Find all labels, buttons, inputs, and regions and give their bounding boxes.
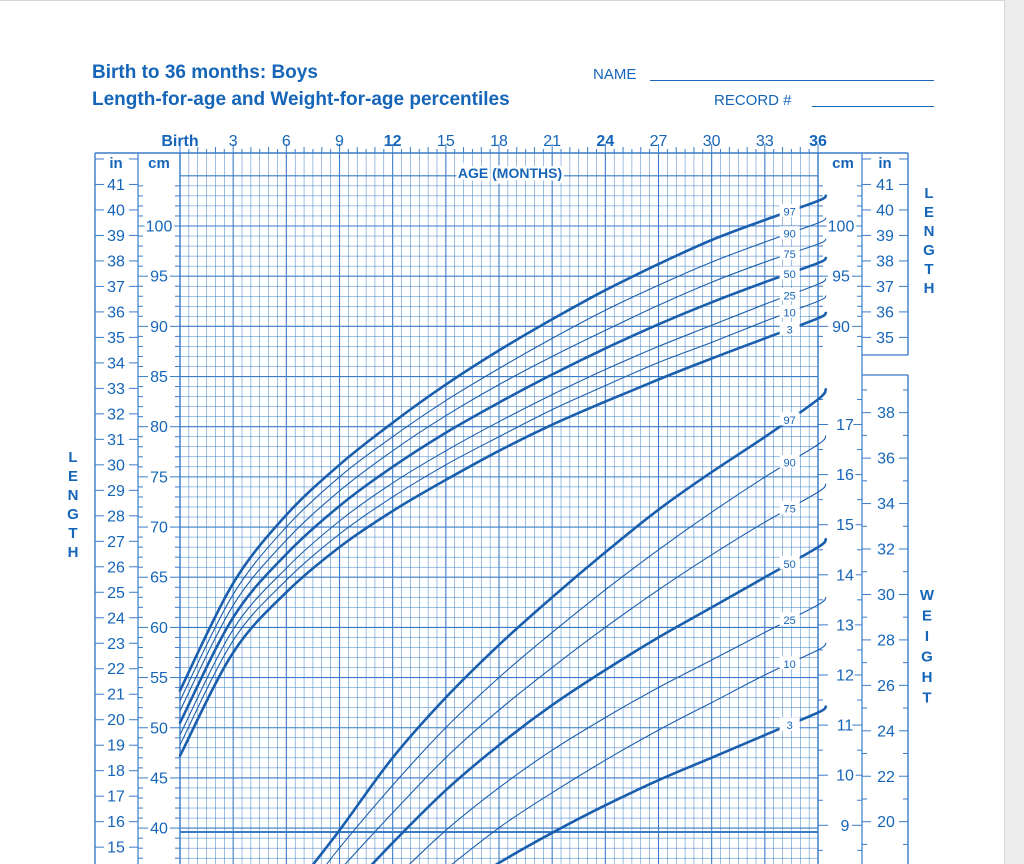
weight-axis-title-right-letter: T [922,689,932,707]
in-label-left: 41 [107,176,125,194]
in-label-left: 32 [107,406,125,424]
cm-header-right: cm [832,155,854,172]
cm-header-left: cm [148,155,170,172]
in-label-left: 23 [107,635,125,653]
in-label-left: 31 [107,431,125,449]
x-tick-label-30: 30 [702,133,721,150]
cm-label-left: 60 [150,619,168,637]
in-label-left: 22 [107,661,125,679]
cm-label-left: 95 [150,268,168,286]
in-label-left: 30 [107,457,125,475]
x-tick-label-18: 18 [490,133,508,150]
weight-axis-title-right-letter: G [921,648,933,666]
x-axis-title: AGE (MONTHS) [457,165,563,181]
length-axis-title-right-letter: E [923,204,935,221]
cm-label-left: 100 [145,218,173,236]
name-label: NAME [593,66,637,83]
x-tick-label-21: 21 [543,133,562,150]
in-label-left: 36 [107,304,125,322]
in-label-left: 28 [107,508,125,526]
weight-label-p75: 75 [783,503,796,516]
weight-label-p97: 97 [783,414,796,427]
weight-label-p50: 50 [783,558,796,571]
x-tick-label-3: 3 [228,133,238,150]
length-label-p3: 3 [786,324,793,337]
weight-label-p3: 3 [786,720,793,733]
kg-label: 14 [836,567,854,585]
in-label-left: 26 [107,559,125,577]
in-header-right: in [878,155,892,172]
length-axis-title-left-letter: L [68,449,78,466]
in-label-right: 40 [876,202,894,220]
weight-label-p10: 10 [783,658,796,671]
length-axis-title-left-letter: N [67,487,79,504]
cm-label-right: 100 [827,218,855,236]
in-label-left: 18 [107,763,125,781]
length-label-p75: 75 [783,249,796,262]
in-label-left: 24 [107,610,125,628]
cm-label-left: 40 [150,820,168,838]
length-axis-title-left-letter: E [67,468,79,485]
kg-label: 9 [840,817,850,835]
lb-label: 20 [877,814,895,832]
lb-label: 28 [877,632,895,650]
in-label-left: 39 [107,227,125,245]
in-label-right: 38 [876,253,894,271]
chart-grid [180,153,818,864]
weight-axis-title-right-letter: I [924,628,930,645]
cm-label-left: 50 [150,720,168,738]
lb-label: 38 [877,405,895,423]
length-axis-title-right-letter: G [923,242,935,259]
kg-label: 16 [836,467,854,485]
chart-title-line-2: Length-for-age and Weight-for-age percentiles [92,89,510,110]
kg-label: 12 [836,667,854,685]
in-label-left: 27 [107,533,125,551]
length-axis-title-right-letter: H [923,280,935,297]
x-tick-label-9: 9 [335,133,344,150]
chart-labels [67,133,935,857]
cm-label-left: 85 [150,369,168,387]
length-axis-title-right-letter: L [924,185,934,202]
chart-title-line-1: Birth to 36 months: Boys [92,62,318,83]
cm-label-left: 55 [150,670,168,688]
lb-label: 24 [877,723,895,741]
in-label-left: 35 [107,329,125,347]
kg-label: 13 [836,617,854,635]
weight-curve-p75 [331,484,826,864]
kg-label: 15 [836,517,854,535]
length-label-p10: 10 [783,307,796,320]
kg-label: 10 [836,767,854,785]
weight-axis-title-right-letter: W [919,587,935,604]
x-tick-label-27: 27 [649,133,668,150]
in-label-left: 20 [107,712,125,730]
in-label-left: 16 [107,814,125,832]
length-label-p97: 97 [783,206,796,219]
cm-label-right: 90 [832,318,850,336]
cm-label-left: 80 [150,419,168,437]
record-label: RECORD # [714,92,792,109]
length-axis-title-right-letter: T [924,261,934,278]
lb-label: 26 [877,677,895,695]
in-label-left: 33 [107,380,125,398]
weight-curve-p50 [357,539,826,864]
cm-label-left: 45 [150,770,168,788]
lb-label: 22 [877,768,895,786]
cm-label-right: 95 [832,268,850,286]
x-tick-label-12: 12 [383,133,402,150]
length-axis-title-left-letter: G [67,506,79,523]
kg-label: 17 [836,417,854,434]
in-label-left: 25 [107,584,125,602]
lb-label: 34 [877,496,895,514]
cm-label-left: 90 [150,318,168,336]
weight-curve-p90 [315,436,826,864]
in-label-left: 17 [107,788,125,806]
x-tick-label-6: 6 [281,133,291,150]
in-label-right: 39 [876,227,894,245]
length-axis-title-right-letter: N [923,223,935,240]
in-label-left: 40 [107,202,125,220]
weight-label-p90: 90 [783,457,796,470]
x-tick-label-24: 24 [596,133,615,150]
weight-curve-p10 [432,643,826,864]
weight-label-p25: 25 [783,615,796,628]
in-label-right: 36 [876,304,894,322]
length-label-p25: 25 [783,290,796,303]
lb-label: 36 [877,450,895,468]
length-curve-p3 [180,313,826,756]
weight-axis-title-right-letter: H [921,669,933,686]
in-label-left: 37 [107,278,125,296]
lb-label: 30 [877,586,895,604]
lb-label: 32 [877,541,895,559]
kg-label: 11 [836,717,854,735]
in-label-left: 38 [107,253,125,271]
x-tick-label-15: 15 [436,133,455,150]
length-label-p50: 50 [783,268,796,281]
weight-axis-title-right-letter: E [921,607,933,625]
in-label-left: 19 [107,737,125,755]
in-label-right: 37 [876,278,894,296]
x-tick-label-33: 33 [755,133,774,150]
in-label-left: 15 [107,839,125,857]
cm-label-left: 75 [150,469,168,487]
page-right-edge [1004,0,1024,864]
length-curve-p50 [180,258,826,723]
in-label-right: 41 [876,176,894,194]
length-axis-title-left-letter: H [67,544,79,561]
cm-label-left: 70 [150,519,168,537]
length-axis-title-left-letter: T [68,525,78,542]
in-label-left: 34 [107,355,125,373]
in-label-left: 21 [107,686,125,704]
length-label-p90: 90 [783,228,796,241]
in-label-right: 35 [876,329,894,347]
in-header-left: in [109,155,123,172]
x-tick-label-Birth: Birth [161,133,199,150]
x-tick-label-36: 36 [809,133,827,150]
cm-label-left: 65 [150,569,168,587]
in-label-left: 29 [107,482,125,500]
length-curve-p97 [180,196,826,691]
